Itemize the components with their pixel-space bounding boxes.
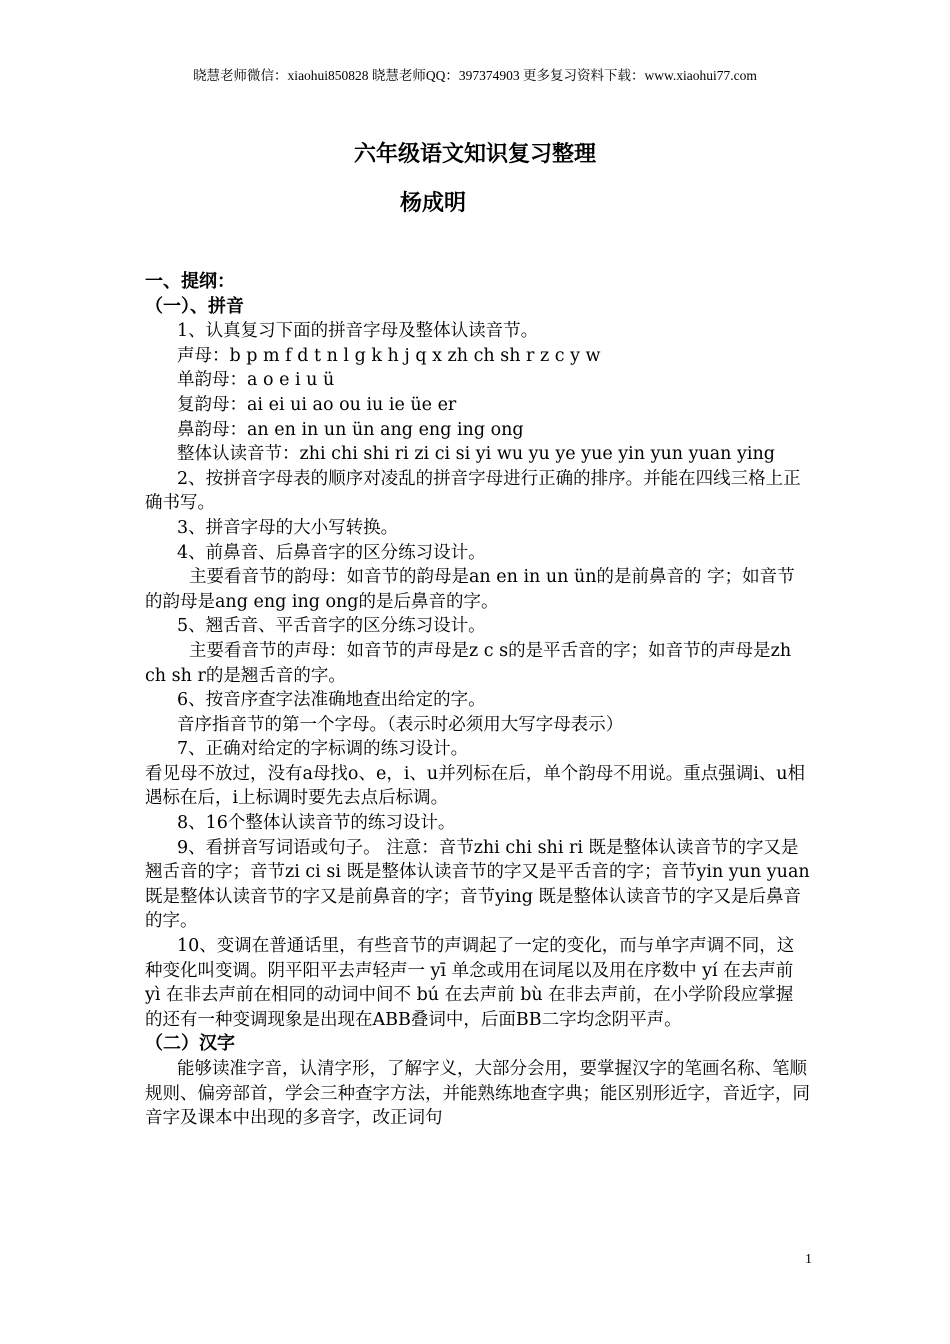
paragraph: 2、按拼音字母表的顺序对凌乱的拼音字母进行正确的排序。并能在四线三格上正确书写。 bbox=[145, 468, 801, 514]
paragraph: 5、翘舌音、平舌音字的区分练习设计。 bbox=[177, 616, 486, 637]
paragraph: 8、16个整体认读音节的练习设计。 bbox=[177, 813, 456, 834]
paragraph: 1、认真复习下面的拼音字母及整体认读音节。 bbox=[177, 321, 539, 342]
paragraph: 10、变调在普通话里，有些音节的声调起了一定的变化，而与单字声调不同，这种变化叫变调。阴平阳平去声轻声一 yī 单念或用在词尾以及用在序数中 yí 在去声前 yì 在非去声前在相同的动词中间不 bú 在去声前 bù 在非去声前，在小学阶段应掌握的还有一种变调现象是出现在ABB叠词中，后面BB二字均念阴平声。 bbox=[145, 936, 795, 1030]
paragraph: 整体认读音节：zhi chi shi ri zi ci si yi wu yu ye yue yin yun yuan ying bbox=[177, 444, 775, 465]
paragraph: 能够读准字音，认清字形，了解字义，大部分会用，要掌握汉字的笔画名称、笔顺规则、偏旁部首，学会三种查字方法，并能熟练地查字典；能区别形近字，音近字，同音字及课本中出现的多音字，改正词句 bbox=[145, 1059, 810, 1129]
paragraph: 声母：b p m f d t n l g k h j q x zh ch sh r z c y w bbox=[177, 345, 601, 366]
document-author: 杨成明 bbox=[400, 190, 467, 216]
paragraph: 4、前鼻音、后鼻音字的区分练习设计。 bbox=[177, 542, 486, 563]
section-heading-outline: 一、提纲： bbox=[145, 271, 235, 292]
paragraph: 9、看拼音写词语或句子。 注意：音节zhi chi shi ri 既是整体认读音节的字又是翘舌音的字；音节zi ci si 既是整体认读音节的字又是平舌音的字；音节yin yun yuan 既是整体认读音节的字又是前鼻音的字；音节ying 既是整体认读音节的字又是后鼻音的字。 bbox=[145, 837, 810, 932]
subsection-heading-hanzi: （二）汉字 bbox=[145, 1033, 235, 1055]
subsection-heading-pinyin: （一）、拼音 bbox=[145, 295, 244, 317]
paragraph: 看见母不放过，没有a母找o、e，i、u并列标在后，单个韵母不用说。重点强调i、u相遇标在后，i上标调时要先去点后标调。 bbox=[145, 763, 806, 809]
paragraph: 单韵母：a o e i u ü bbox=[177, 370, 335, 391]
paragraph: 鼻韵母：an en in un ün ang eng ing ong bbox=[177, 419, 524, 440]
paragraph: 复韵母：ai ei ui ao ou iu ie üe er bbox=[177, 394, 457, 415]
paragraph: 主要看音节的韵母：如音节的韵母是an en in un ün的是前鼻音的 字；如音节的韵母是ang eng ing ong的是后鼻音的字。 bbox=[145, 567, 795, 612]
paragraph: 3、拼音字母的大小写转换。 bbox=[177, 517, 399, 538]
paragraph: 主要看音节的声母：如音节的声母是z c s的是平舌音的字；如音节的声母是zh ch sh r的是翘舌音的字。 bbox=[145, 640, 792, 686]
document-title: 六年级语文知识复习整理 bbox=[353, 141, 596, 167]
document-body bbox=[145, 270, 810, 1131]
page-number: 1 bbox=[805, 1252, 812, 1267]
paragraph: 7、正确对给定的字标调的练习设计。 bbox=[177, 739, 469, 760]
paragraph: 音序指音节的第一个字母。（表示时必须用大写字母表示） bbox=[177, 714, 624, 735]
paragraph: 6、按音序查字法准确地查出给定的字。 bbox=[177, 690, 486, 711]
page-header: 晓慧老师微信：xiaohui850828 晓慧老师QQ：397374903 更多复习资料下载：www.xiaohui77.com bbox=[193, 68, 757, 83]
